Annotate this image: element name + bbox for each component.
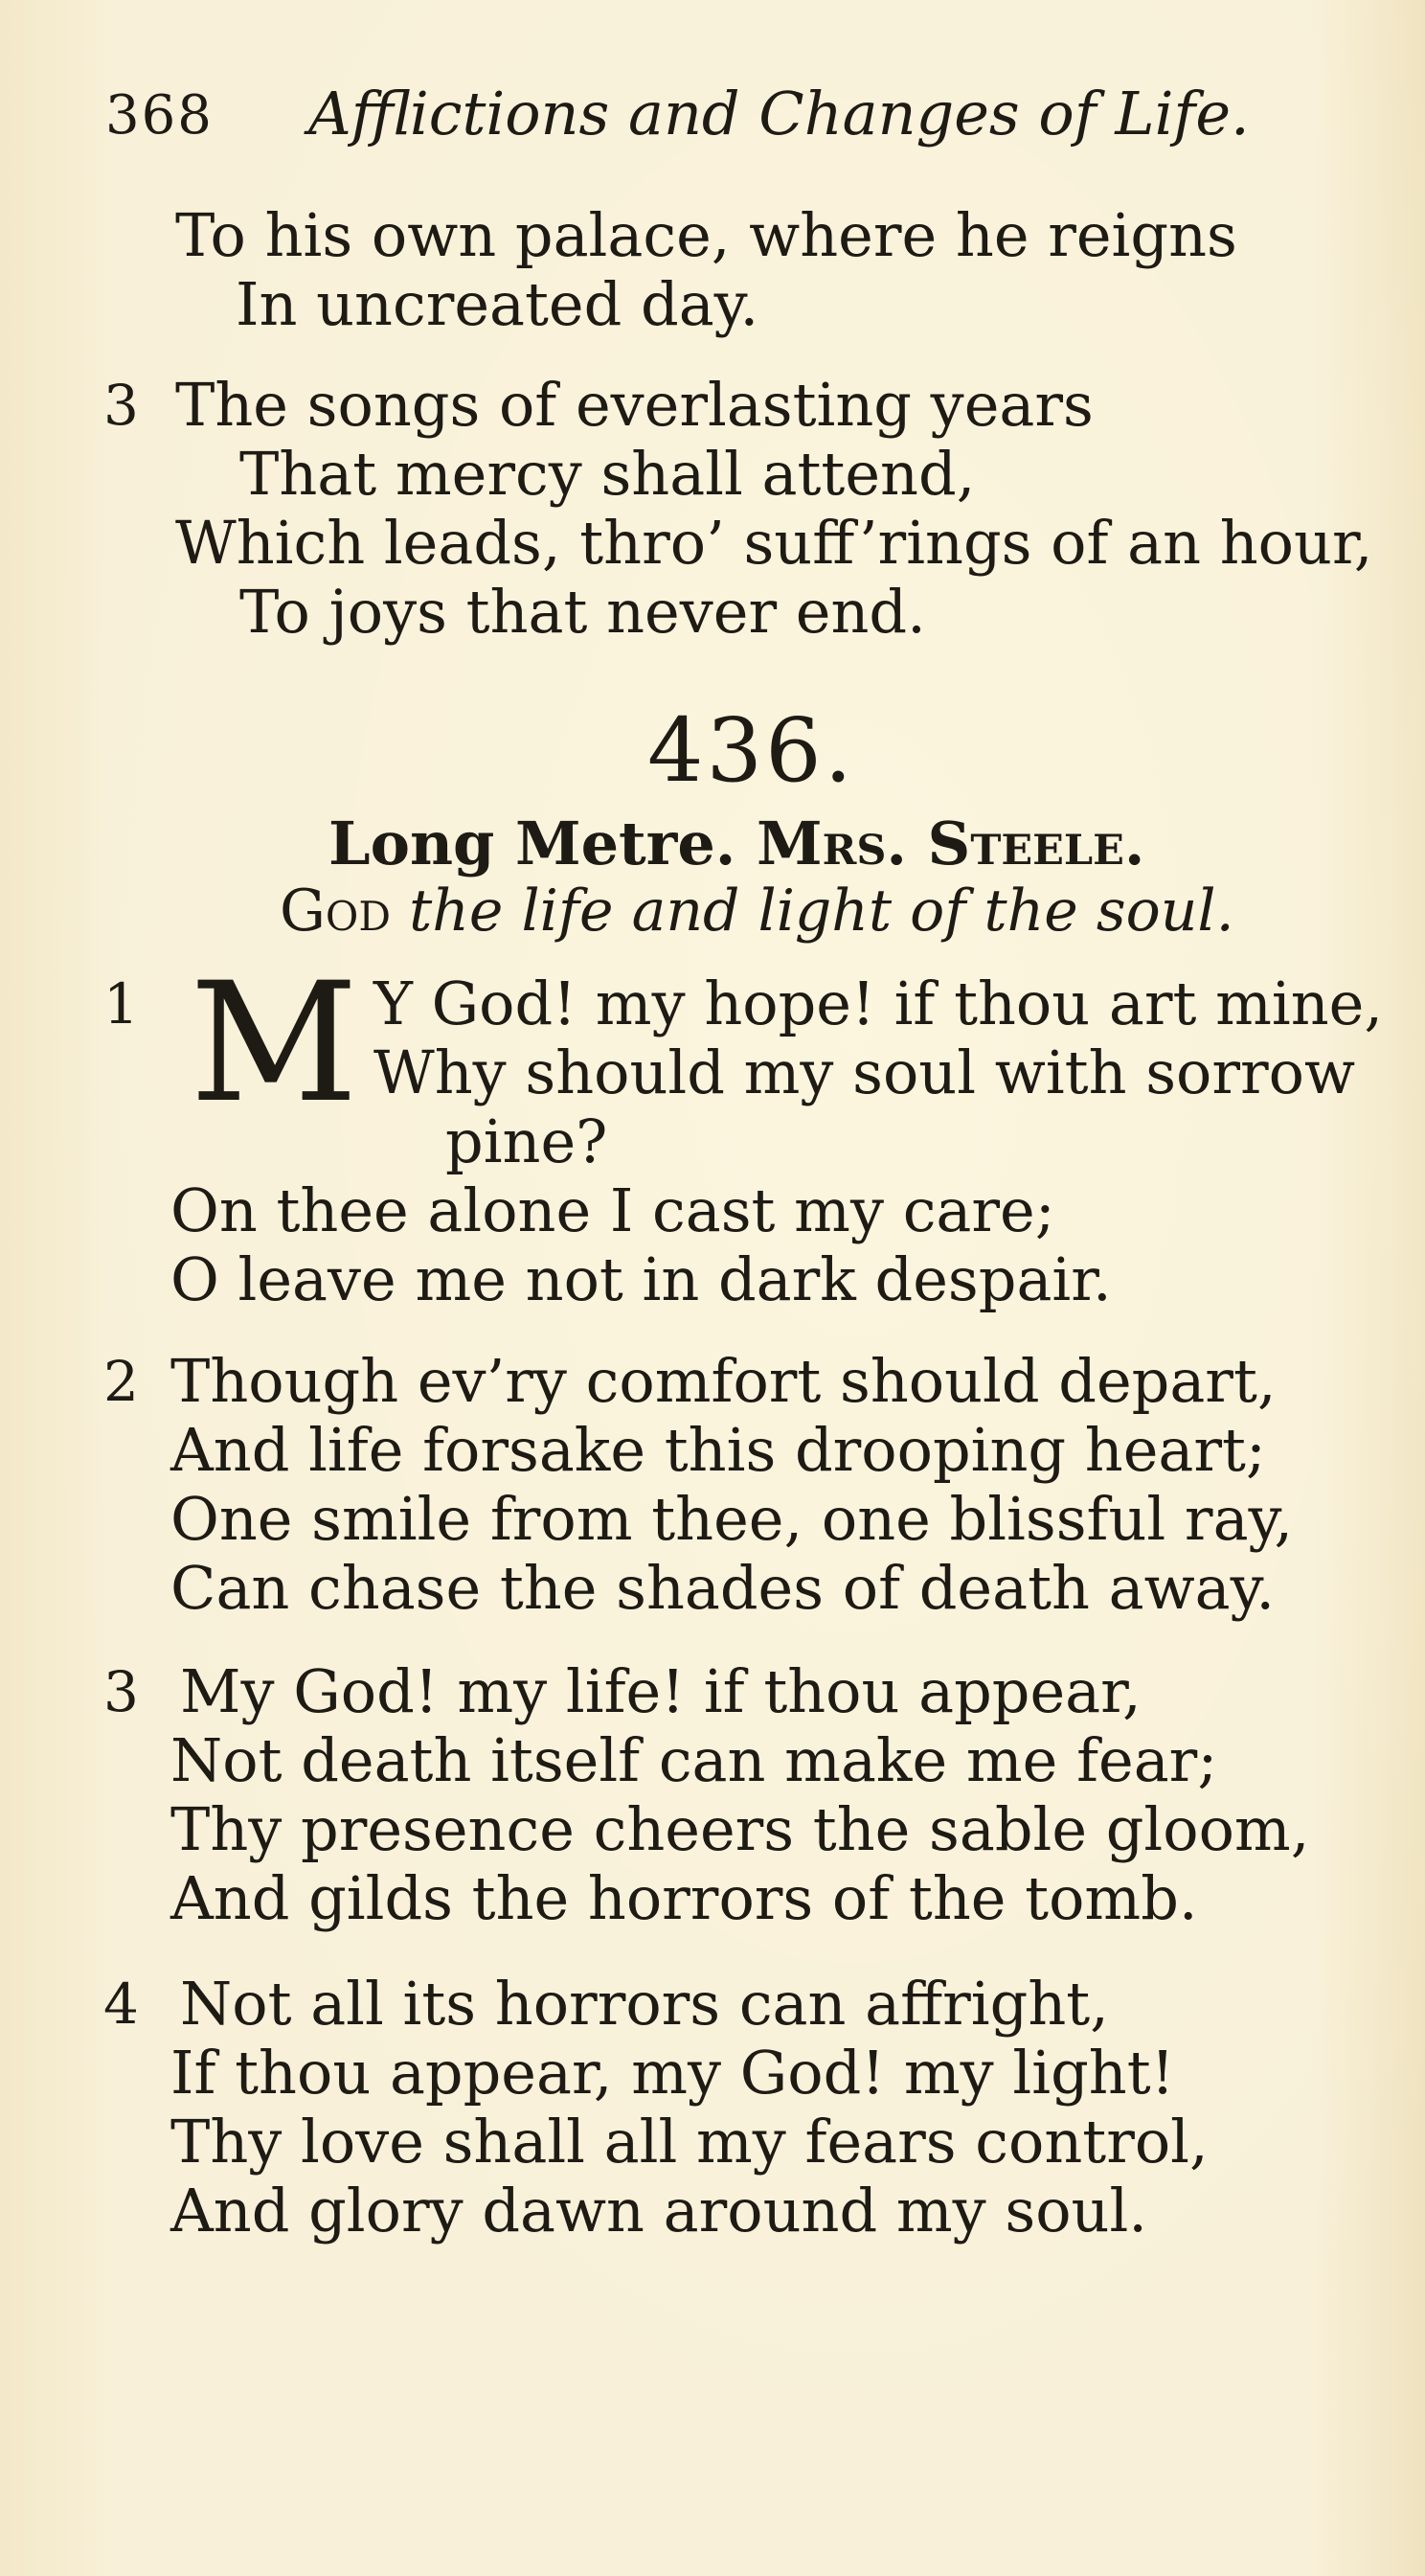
drop-cap: M	[190, 946, 359, 1139]
verse-line: O leave me not in dark despair.	[170, 1244, 1112, 1314]
stanza-number: 3	[103, 373, 139, 438]
hymn-metre: Long Metre.	[328, 809, 736, 878]
hymn-subject	[280, 878, 1234, 945]
stanza-number: 1	[103, 971, 139, 1037]
hymn-subject-god: God	[280, 878, 392, 945]
verse-line: To his own palace, where he reigns	[175, 200, 1237, 270]
verse-line: And life forsake this drooping heart;	[170, 1415, 1266, 1485]
verse-line: And gilds the horrors of the tomb.	[170, 1863, 1198, 1933]
verse-line: Why should my soul with sorrow	[373, 1037, 1356, 1107]
hymn-subject-text: the life and light of the soul.	[409, 878, 1234, 945]
verse-line: Not death itself can make me fear;	[170, 1725, 1218, 1795]
verse-line: Which leads, thro’ suff’rings of an hour,	[175, 508, 1373, 578]
verse-line: And glory dawn around my soul.	[170, 2176, 1148, 2245]
verse-line: That mercy shall attend,	[239, 439, 976, 509]
verse-line: Y God! my hope! if thou art mine,	[373, 969, 1384, 1038]
verse-line: The songs of everlasting years	[175, 370, 1094, 440]
verse-line: On thee alone I cast my care;	[170, 1175, 1055, 1245]
verse-line: One smile from thee, one blissful ray,	[170, 1484, 1294, 1554]
hymn-metre-author	[328, 809, 1144, 878]
verse-line: In uncreated day.	[236, 269, 759, 339]
verse-line: Thy love shall all my fears control,	[170, 2107, 1209, 2177]
hymn-author: Mrs. Steele.	[756, 809, 1145, 878]
verse-line: To joys that never end.	[239, 577, 926, 647]
stanza-number: 2	[103, 1349, 139, 1414]
running-title: Afflictions and Changes of Life.	[308, 79, 1250, 148]
verse-line: Though ev’ry comfort should depart,	[170, 1346, 1277, 1416]
verse-line: My God! my life! if thou appear,	[180, 1656, 1142, 1726]
page-number: 368	[105, 84, 214, 147]
verse-line: pine?	[445, 1106, 608, 1176]
verse-line: Can chase the shades of death away.	[170, 1553, 1276, 1623]
stanza-number: 4	[103, 1972, 139, 2037]
verse-line: Thy presence cheers the sable gloom,	[170, 1794, 1310, 1864]
verse-line: If thou appear, my God! my light!	[170, 2038, 1175, 2108]
stanza-number: 3	[103, 1659, 139, 1724]
verse-line: Not all its horrors can affright,	[180, 1969, 1109, 2039]
hymn-number: 436.	[647, 699, 855, 802]
